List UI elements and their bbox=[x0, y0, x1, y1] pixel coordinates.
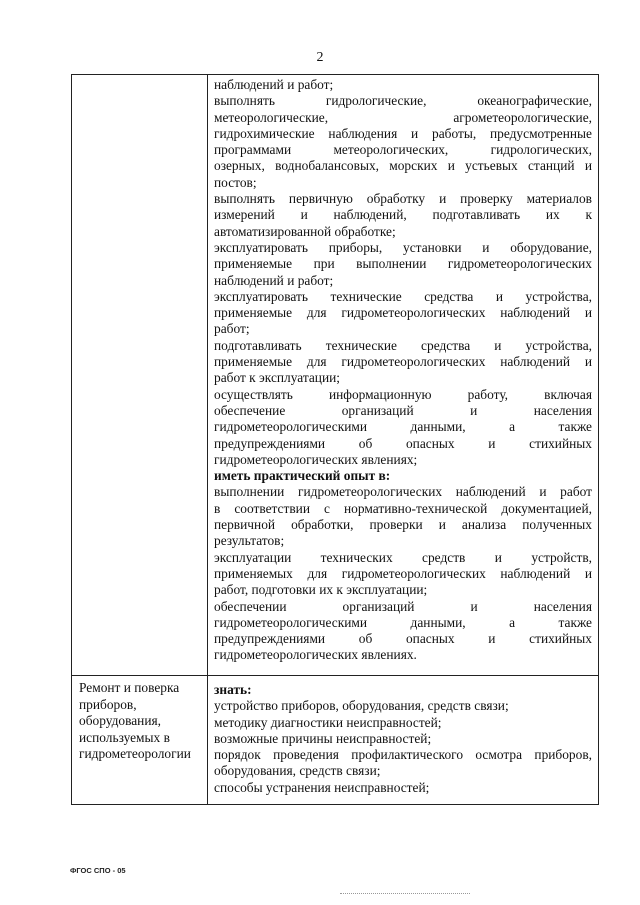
text-line: гидрохимические наблюдения и работы, предусмотренные bbox=[214, 125, 592, 141]
text-line: устройство приборов, оборудования, средств связи; bbox=[214, 698, 509, 714]
text-line: применяемые для гидрометеорологических наблюдений и bbox=[214, 354, 592, 370]
text-line: гидрометеорологических явлениях. bbox=[214, 647, 417, 663]
table-row bbox=[72, 676, 599, 805]
module-title-line: приборов, bbox=[79, 696, 137, 712]
text-line: порядок проведения профилактического осмотра приборов, bbox=[214, 747, 592, 763]
text-line: предупреждениями об опасных и стихийных bbox=[214, 435, 592, 451]
footer-code: ФГОС СПО - 05 bbox=[70, 866, 126, 875]
text-line: измерений и наблюдений, подготавливать их к bbox=[214, 207, 592, 223]
module-title bbox=[72, 676, 207, 765]
text-line: методику диагностики неисправностей; bbox=[214, 714, 442, 730]
text-line: работ, подготовки их к эксплуатации; bbox=[214, 582, 428, 598]
text-line: применяемых для гидрометеорологических наблюдений и bbox=[214, 565, 592, 581]
text-line: первичной обработки, проверки и анализа полученных bbox=[214, 517, 592, 533]
text-line: эксплуатации технических средств и устройств, bbox=[214, 549, 592, 565]
scan-artifact bbox=[340, 893, 470, 895]
table-cell-left-empty bbox=[72, 75, 208, 676]
text-line: результатов; bbox=[214, 533, 285, 549]
table-cell-right bbox=[208, 75, 599, 676]
text-line: предупреждениями об опасных и стихийных bbox=[214, 631, 592, 647]
text-line: обеспечение организаций и населения bbox=[214, 402, 592, 418]
table-row bbox=[72, 75, 599, 676]
text-line: эксплуатировать приборы, установки и оборудование, bbox=[214, 239, 592, 255]
knowledge-text bbox=[208, 676, 598, 804]
text-line: осуществлять информационную работу, включая bbox=[214, 386, 592, 402]
text-line: выполнять гидрологические, океанографические, bbox=[214, 93, 592, 109]
table-cell-left bbox=[72, 676, 208, 805]
text-line: знать: bbox=[214, 682, 252, 697]
page-number: 2 bbox=[316, 50, 324, 65]
text-line: автоматизированной обработке; bbox=[214, 223, 396, 239]
module-title-line: гидрометеорологии bbox=[79, 746, 191, 761]
table-cell-right bbox=[208, 676, 599, 805]
text-line: гидрометеорологическими данными, а также bbox=[214, 419, 592, 435]
text-line: применяемые для гидрометеорологических наблюдений и bbox=[214, 305, 592, 321]
text-line: постов; bbox=[214, 174, 257, 190]
text-line: способы устранения неисправностей; bbox=[214, 779, 430, 795]
text-line: метеорологические, агрометеорологические, bbox=[214, 109, 592, 125]
text-line: иметь практический опыт в: bbox=[214, 468, 391, 484]
module-title-line: Ремонт и поверка bbox=[79, 680, 180, 695]
text-line: эксплуатировать технические средства и устройства, bbox=[214, 288, 592, 304]
text-line: наблюдений и работ; bbox=[214, 77, 334, 92]
text-line: в соответствии с нормативно-технической документацией, bbox=[214, 500, 592, 516]
text-line: программами метеорологических, гидрологических, bbox=[214, 142, 592, 158]
competency-table bbox=[71, 74, 599, 805]
text-line: работ; bbox=[214, 321, 250, 337]
text-line: гидрометеорологических явлениях; bbox=[214, 451, 418, 467]
text-line: гидрометеорологическими данными, а также bbox=[214, 614, 592, 630]
text-line: возможные причины неисправностей; bbox=[214, 730, 432, 746]
skills-text bbox=[208, 75, 598, 666]
text-line: работ к эксплуатации; bbox=[214, 370, 341, 386]
text-line: подготавливать технические средства и устройства, bbox=[214, 337, 592, 353]
text-line: оборудования, средств связи; bbox=[214, 763, 381, 779]
text-line: применяемые при выполнении гидрометеорологических bbox=[214, 256, 592, 272]
module-title-line: оборудования, bbox=[79, 713, 162, 728]
module-title-line: используемых в bbox=[79, 729, 170, 745]
text-line: наблюдений и работ; bbox=[214, 272, 334, 288]
text-line: озерных, воднобалансовых, морских и устьевых станций и bbox=[214, 158, 592, 174]
text-line: выполнять первичную обработку и проверку материалов bbox=[214, 191, 592, 207]
text-line: выполнении гидрометеорологических наблюдений и работ bbox=[214, 484, 592, 500]
text-line: обеспечении организаций и населения bbox=[214, 598, 592, 614]
